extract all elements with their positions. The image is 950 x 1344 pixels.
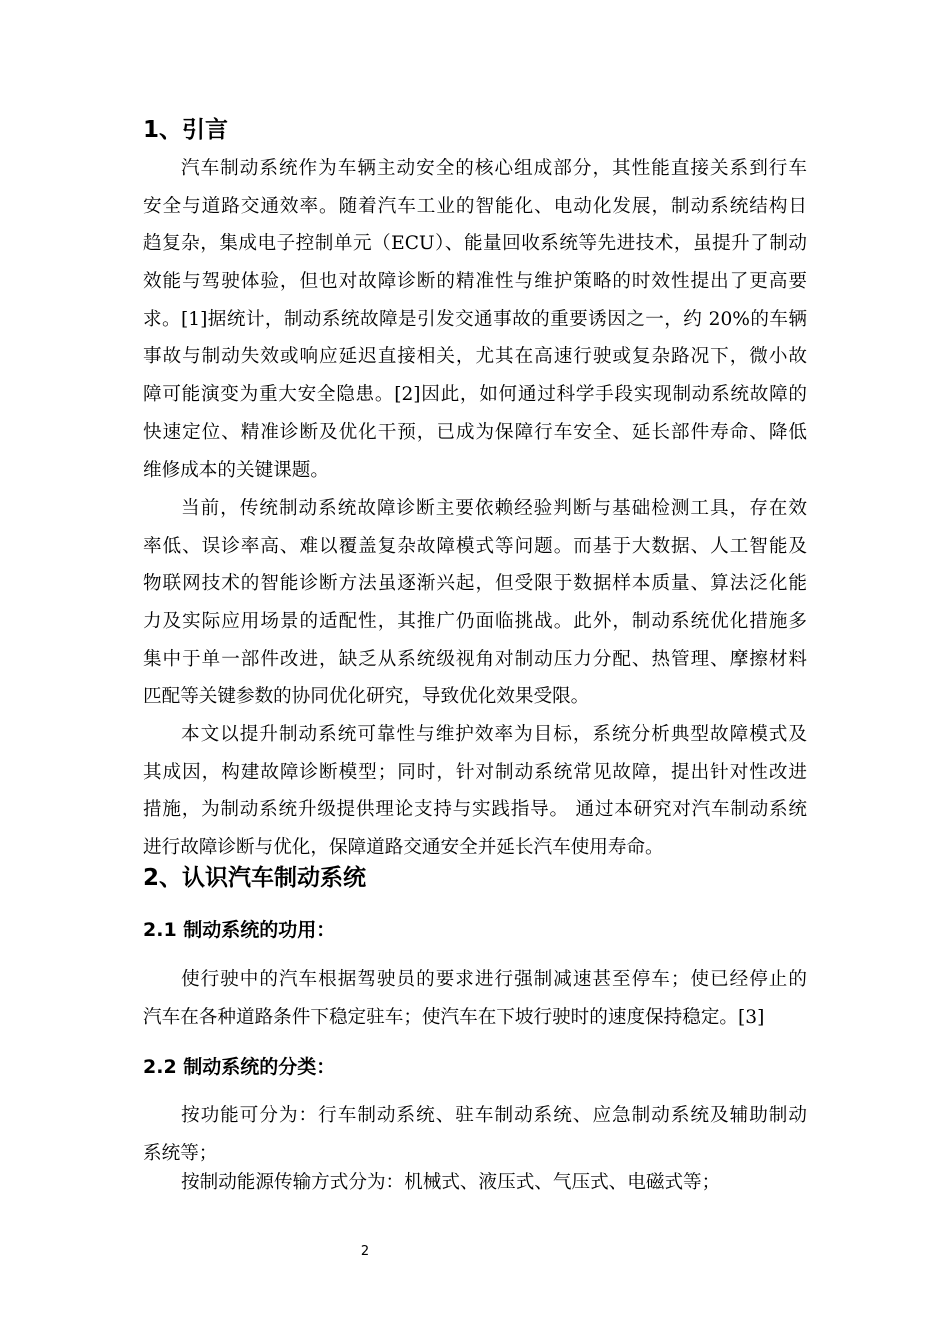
text-line: 使行驶中的汽车根据驾驶员的要求进行强制减速甚至停车；使已经停止的 [181, 969, 807, 990]
text-line: 力及实际应用场景的适配性，其推广仍面临挑战。此外，制动系统优化措施多 [143, 611, 807, 633]
text-line: 率低、误诊率高、难以覆盖复杂故障模式等问题。而基于大数据、人工智能及 [143, 535, 807, 557]
text-line: 按功能可分为：行车制动系统、驻车制动系统、应急制动系统及辅助制动 [181, 1105, 807, 1126]
paragraph-intro-1 [143, 150, 807, 489]
text-line: 趋复杂，集成电子控制单元（ECU）、能量回收系统等先进技术，虽提升了制动 [143, 233, 807, 255]
text-line: 物联网技术的智能诊断方法虽逐渐兴起，但受限于数据样本质量、算法泛化能 [143, 573, 807, 595]
paragraph-intro-2 [143, 490, 807, 716]
text-line: 其成因，构建故障诊断模型；同时，针对制动系统常见故障，提出针对性改进 [143, 761, 807, 783]
text-line: 快速定位、精准诊断及优化干预，已成为保障行车安全、延长部件寿命、降低 [143, 421, 807, 443]
section-heading-introduction: 1、引言 [143, 117, 229, 143]
text-line: 求。[1]据统计，制动系统故障是引发交通事故的重要诱因之一，约 20%的车辆 [143, 308, 807, 330]
text-line: 事故与制动失效或响应延迟直接相关，尤其在高速行驶或复杂路况下，微小故 [143, 346, 807, 368]
subsection-heading-classification: 2.2 制动系统的分类： [143, 1056, 336, 1078]
paragraph-intro-3 [143, 716, 807, 867]
text-line: 汽车制动系统作为车辆主动安全的核心组成部分，其性能直接关系到行车 [181, 158, 807, 179]
text-line: 本文以提升制动系统可靠性与维护效率为目标，系统分析典型故障模式及 [181, 724, 807, 745]
text-line: 维修成本的关键课题。 [143, 459, 329, 481]
paragraph-classification-2 [143, 1164, 807, 1202]
text-line: 进行故障诊断与优化，保障道路交通安全并延长汽车使用寿命。 [143, 837, 664, 859]
text-line: 匹配等关键参数的协同优化研究，导致优化效果受限。 [143, 686, 590, 708]
text-line: 措施，为制动系统升级提供理论支持与实践指导。 通过本研究对汽车制动系统 [143, 799, 807, 821]
section-heading-brake-system: 2、认识汽车制动系统 [143, 865, 367, 891]
text-line: 系统等； [143, 1142, 218, 1164]
page-number: 2 [360, 1244, 370, 1259]
text-line: 安全与道路交通效率。随着汽车工业的智能化、电动化发展，制动系统结构日 [143, 195, 807, 217]
text-line: 按制动能源传输方式分为：机械式、液压式、气压式、电磁式等； [181, 1172, 721, 1193]
text-line: 障可能演变为重大安全隐患。[2]因此，如何通过科学手段实现制动系统故障的 [143, 384, 807, 406]
text-line: 效能与驾驶体验，但也对故障诊断的精准性与维护策略的时效性提出了更高要 [143, 271, 807, 293]
paragraph-function [143, 961, 807, 1036]
text-line: 当前，传统制动系统故障诊断主要依赖经验判断与基础检测工具，存在效 [181, 498, 807, 519]
text-line: 汽车在各种道路条件下稳定驻车；使汽车在下坡行驶时的速度保持稳定。[3] [143, 1006, 765, 1028]
paragraph-classification-1 [143, 1097, 807, 1172]
text-line: 集中于单一部件改进，缺乏从系统级视角对制动压力分配、热管理、摩擦材料 [143, 648, 807, 670]
subsection-heading-function: 2.1 制动系统的功用： [143, 919, 336, 941]
